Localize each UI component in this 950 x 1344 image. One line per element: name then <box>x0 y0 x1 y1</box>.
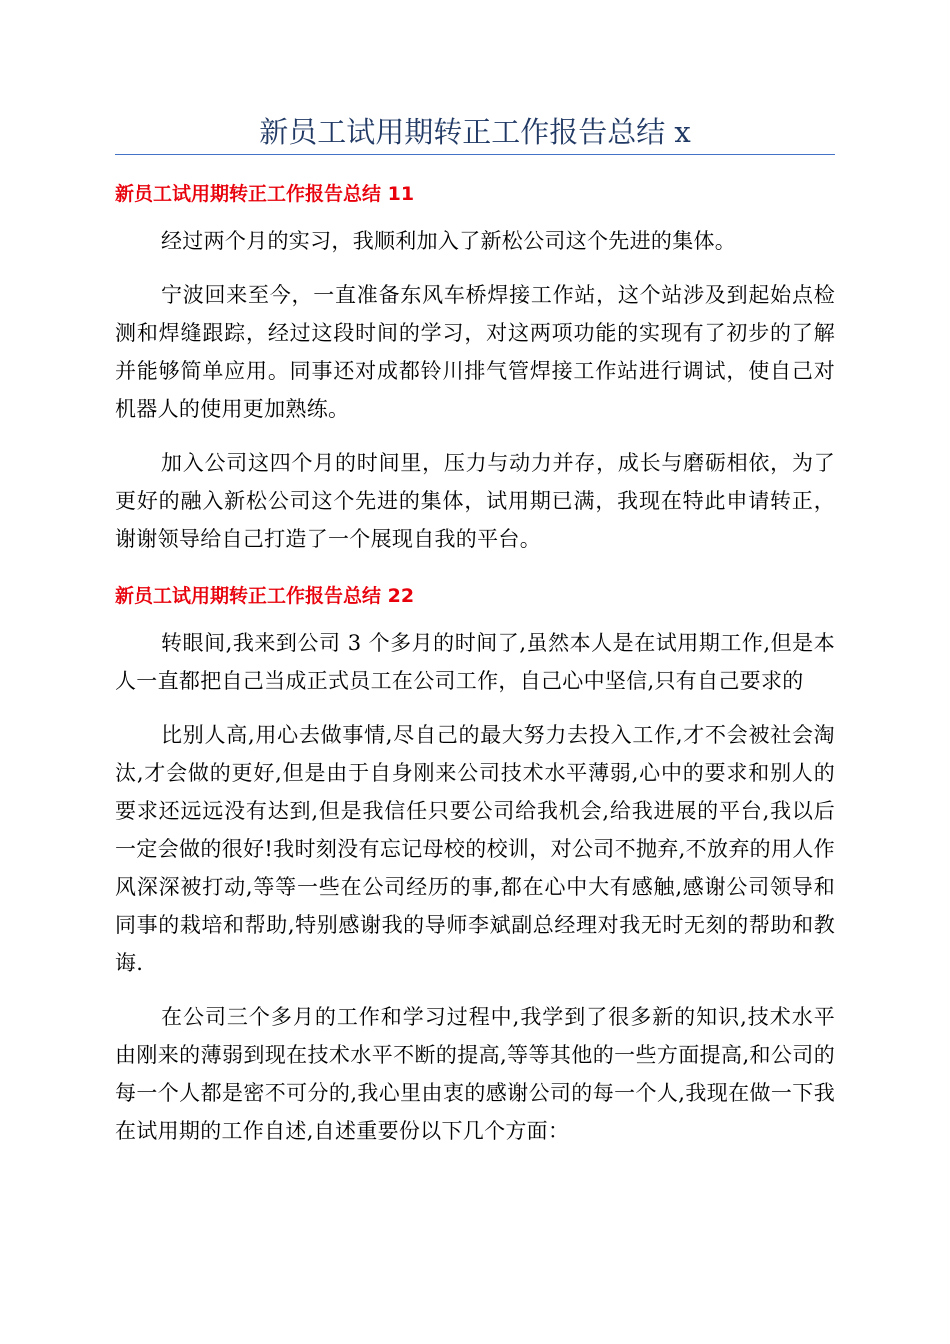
section-1 <box>115 172 835 558</box>
paragraph: 在公司三个多月的工作和学习过程中,我学到了很多新的知识,技术水平由刚来的薄弱到现在技术水平不断的提高,等等其他的一些方面提高,和公司的每一个人都是密不可分的,我心里由衷的感谢公司的每一个人,我现在做一下我在试用期的工作自述,自述重要份以下几个方面： <box>115 1005 835 1143</box>
paragraph: 比别人高,用心去做事情,尽自己的最大努力去投入工作,才不会被社会淘汰,才会做的更好,但是由于自身刚来公司技术水平薄弱,心中的要求和别人的要求还远远没有达到,但是我信任只要公司给我机会,给我进展的平台,我以后一定会做的很好!我时刻没有忘记母校的校训，对公司不抛弃,不放弃的用人作风深深被打动,等等一些在公司经历的事,都在心中大有感触,感谢公司领导和同事的栽培和帮助,特别感谢我的导师李斌副总经理对我无时无刻的帮助和教诲. <box>115 723 835 975</box>
section-2 <box>115 574 835 1150</box>
paragraph: 转眼间,我来到公司 3 个多月的时间了,虽然本人是在试用期工作,但是本人一直都把自己当成正式员工在公司工作，自己心中坚信,只有自己要求的 <box>115 631 835 693</box>
document-title: 新员工试用期转正工作报告总结 x <box>259 115 691 149</box>
section-heading: 新员工试用期转正工作报告总结 22 <box>115 585 415 607</box>
paragraph: 经过两个月的实习，我顺利加入了新松公司这个先进的集体。 <box>161 229 737 253</box>
paragraph: 加入公司这四个月的时间里，压力与动力并存，成长与磨砺相依，为了更好的融入新松公司这个先进的集体，试用期已满，我现在特此申请转正，谢谢领导给自己打造了一个展现自我的平台。 <box>115 451 835 551</box>
document-body <box>115 172 835 1166</box>
paragraph: 宁波回来至今，一直准备东风车桥焊接工作站，这个站涉及到起始点检测和焊缝跟踪，经过这段时间的学习，对这两项功能的实现有了初步的了解并能够简单应用。同事还对成都铃川排气管焊接工作站进行调试，使自己对机器人的使用更加熟练。 <box>115 283 835 421</box>
section-heading: 新员工试用期转正工作报告总结 11 <box>115 183 415 205</box>
title-underline <box>115 154 835 155</box>
